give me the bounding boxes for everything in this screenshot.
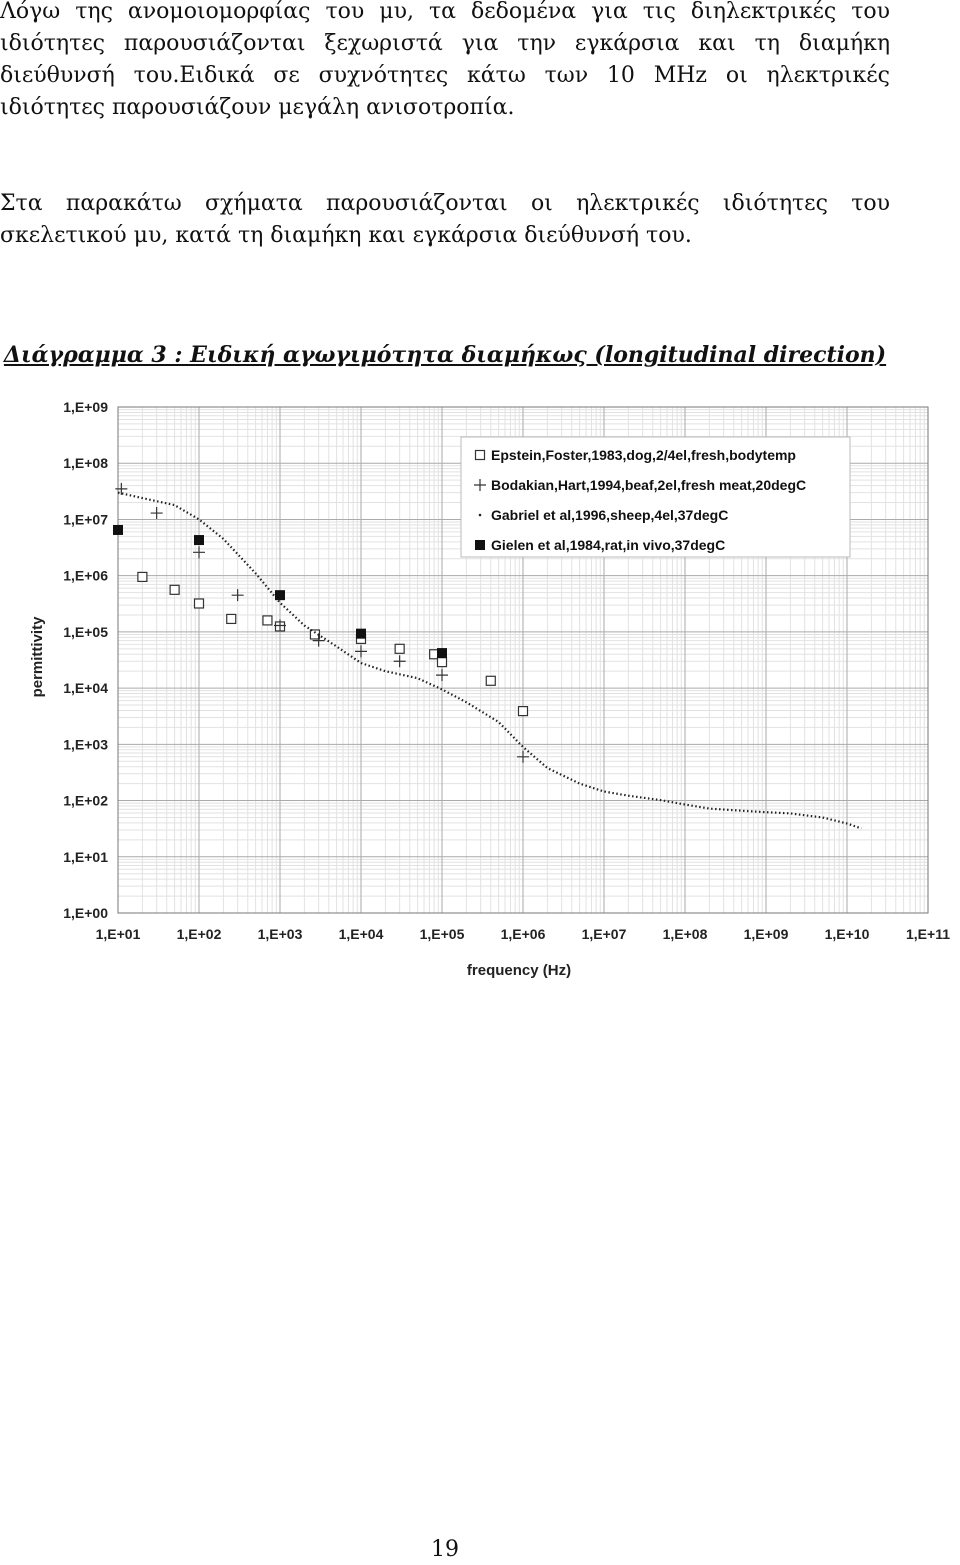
y-tick-label: 1,E+03 xyxy=(63,736,108,753)
data-point xyxy=(276,591,285,600)
x-tick-label: 1,E+08 xyxy=(662,926,708,942)
data-point xyxy=(170,585,179,594)
data-point xyxy=(357,629,366,638)
y-tick-label: 1,E+00 xyxy=(63,905,108,921)
x-tick-label: 1,E+01 xyxy=(95,926,141,942)
y-tick-label: 1,E+01 xyxy=(63,848,108,865)
y-axis-title: permittivity xyxy=(29,616,46,698)
data-point xyxy=(395,644,404,653)
x-tick-label: 1,E+09 xyxy=(743,926,789,942)
x-tick-label: 1,E+06 xyxy=(500,926,546,942)
legend-item xyxy=(476,447,796,463)
y-tick-label: 1,E+08 xyxy=(63,455,108,472)
permittivity-chart xyxy=(0,390,960,990)
chart-legend xyxy=(461,437,850,557)
legend-label: Gabriel et al,1996,sheep,4el,37degC xyxy=(491,507,729,523)
data-point xyxy=(519,707,528,716)
x-tick-label: 1,E+05 xyxy=(419,926,465,942)
legend-item xyxy=(474,477,806,493)
figure-caption: Διάγραμμα 3 : Ειδική αγωγιμότητα διαμήκως (longitudinal direction) xyxy=(3,342,887,368)
legend-marker xyxy=(479,514,482,517)
data-point xyxy=(486,676,495,685)
data-point xyxy=(227,614,236,623)
y-tick-label: 1,E+04 xyxy=(63,680,108,697)
legend-item xyxy=(479,507,729,523)
data-point xyxy=(138,572,147,581)
data-point xyxy=(263,616,272,625)
page-number: 19 xyxy=(431,1537,459,1562)
data-point xyxy=(438,658,447,667)
x-tick-label: 1,E+07 xyxy=(581,926,627,942)
intro-paragraph: Λόγω της ανομοιομορφίας του μυ, τα δεδομένα για τις διηλεκτρικές του ιδιότητες παρουσιάζονται ξεχωριστά για την εγκάρσια και τη διαμήκη διεύθυνσή του.Ειδικά σε συχνότητες κάτω των 10 MHz οι ηλεκτρικές ιδιότητες παρουσιάζουν μεγάλη ανισοτροπία. xyxy=(0,0,890,120)
legend-marker xyxy=(476,451,485,460)
legend-label: Bodakian,Hart,1994,beaf,2el,fresh meat,20degC xyxy=(491,477,807,493)
x-tick-label: 1,E+10 xyxy=(824,926,870,942)
x-tick-labels xyxy=(96,926,951,942)
x-tick-label: 1,E+02 xyxy=(176,926,222,942)
data-point xyxy=(394,655,406,667)
data-point xyxy=(438,649,447,658)
legend-marker xyxy=(476,541,485,550)
y-tick-label: 1,E+09 xyxy=(63,399,108,415)
x-tick-label: 1,E+03 xyxy=(257,926,303,942)
data-point xyxy=(195,536,204,545)
data-point xyxy=(151,507,163,519)
x-tick-label: 1,E+11 xyxy=(906,926,950,942)
figures-intro-paragraph: Στα παρακάτω σχήματα παρουσιάζονται οι ηλεκτρικές ιδιότητες του σκελετικού μυ, κατά τη διαμήκη και εγκάρσια διεύθυνσή του. xyxy=(0,191,890,248)
legend-label: Gielen et al,1984,rat,in vivo,37degC xyxy=(491,537,726,553)
y-tick-labels xyxy=(63,399,108,921)
x-tick-label: 1,E+04 xyxy=(338,926,384,942)
y-tick-label: 1,E+07 xyxy=(63,511,108,528)
y-tick-label: 1,E+05 xyxy=(63,623,108,640)
y-tick-label: 1,E+06 xyxy=(63,567,108,584)
y-tick-label: 1,E+02 xyxy=(63,792,108,809)
data-point xyxy=(195,599,204,608)
data-point xyxy=(114,525,123,534)
legend-label: Epstein,Foster,1983,dog,2/4el,fresh,bodytemp xyxy=(491,447,796,463)
x-axis-title: frequency (Hz) xyxy=(466,962,572,979)
legend-item xyxy=(476,537,726,553)
data-point xyxy=(232,589,244,601)
